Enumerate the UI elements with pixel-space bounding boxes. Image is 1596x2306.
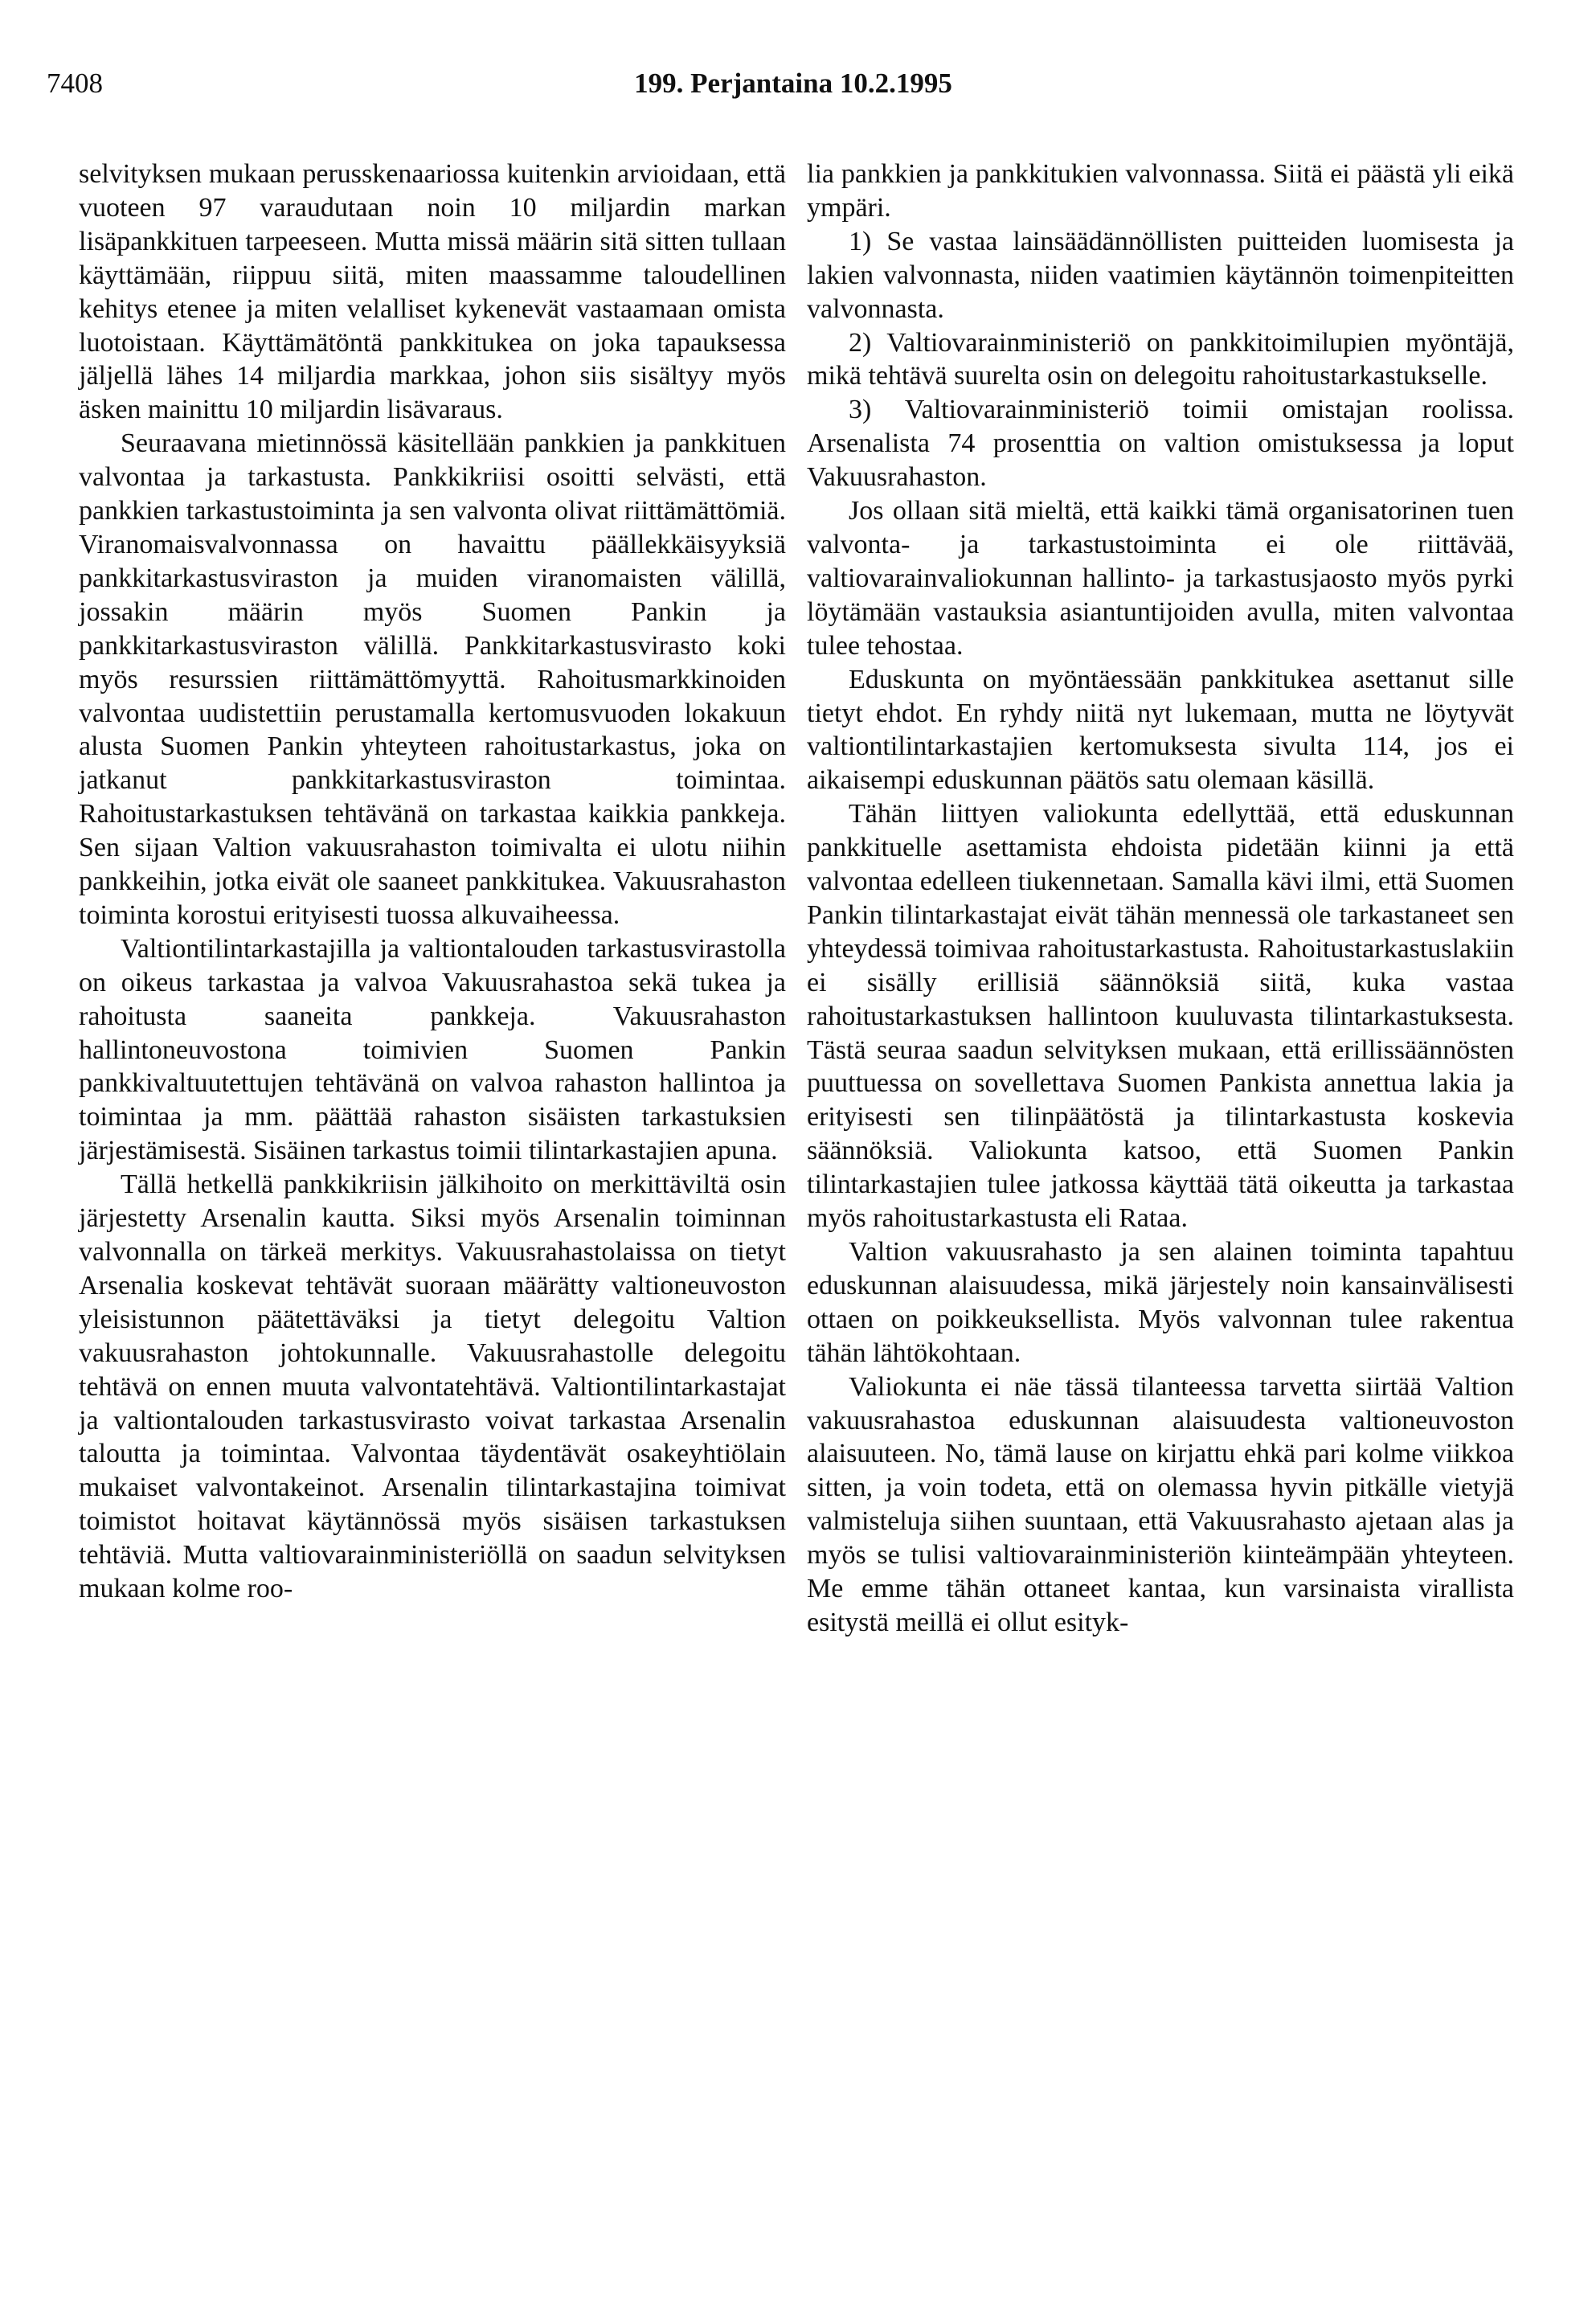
paragraph: Eduskunta on myöntäessään pankkitukea asettanut sille tietyt ehdot. En ryhdy niitä nyt lukemaan, mutta ne löytyvät valtiontilintarkastajien kertomuksesta sivulta 114, jos ei aikaisempi eduskunnan päätös satu olemaan käsillä. (807, 664, 1514, 796)
left-column (79, 158, 786, 1606)
list-item: 1) Se vastaa lainsäädännöllisten puitteiden luomisesta ja lakien valvonnasta, niiden vaatimien käytännön toimenpiteitten valvonnasta. (807, 226, 1514, 324)
paragraph: Seuraavana mietinnössä käsitellään pankkien ja pankkituen valvontaa ja tarkastusta. Pankkikriisi osoitti selvästi, että pankkien tarkastustoiminta ja sen valvonta olivat riittämättömiä. Viranomaisvalvonnassa on havaittu päällekkäisyyksiä pankkitarkastusviraston ja muiden viranomaisten välillä, jossakin määrin myös Suomen Pankin ja pankkitarkastusviraston välillä. Pankkitarkastusvirasto koki myös resurssien riittämättömyyttä. Rahoitusmarkkinoiden valvontaa uudistettiin perustamalla kertomusvuoden lokakuun alusta Suomen Pankin yhteyteen rahoitustarkastus, joka on jatkanut pankkitarkastusviraston toimintaa. Rahoitustarkastuksen tehtävänä on tarkastaa kaikkia pankkeja. Sen sijaan Valtion vakuusrahaston toimivalta ei ulotu niihin pankkeihin, jotka eivät ole saaneet pankkitukea. Vakuusrahaston toiminta korostui erityisesti tuossa alkuvaiheessa. (79, 428, 786, 930)
paragraph: selvityksen mukaan perusskenaariossa kuitenkin arvioidaan, että vuoteen 97 varaudutaan noin 10 miljardin markan lisäpankkituen tarpeeseen. Mutta missä määrin sitä sitten tullaan käyttämään, riippuu siitä, miten maassamme taloudellinen kehitys etenee ja miten velalliset kykenevät vastaamaan omista luotoistaan. Käyttämätöntä pankkitukea on joka tapauksessa jäljellä lähes 14 miljardia markkaa, johon siis sisältyy myös äsken mainittu 10 miljardin lisävaraus. (79, 159, 786, 425)
list-item: 2) Valtiovarainministeriö on pankkitoimilupien myöntäjä, mikä tehtävä suurelta osin on delegoitu rahoitustarkastukselle. (807, 327, 1514, 391)
list-item: 3) Valtiovarainministeriö toimii omistajan roolissa. Arsenalista 74 prosenttia on valtion omistuksessa ja loput Vakuusrahaston. (807, 395, 1514, 493)
paragraph: Jos ollaan sitä mieltä, että kaikki tämä organisatorinen tuen valvonta- ja tarkastustoiminta ei ole riittävää, valtiovarainvaliokunnan hallinto- ja tarkastusjaosto myös pyrki löytämään vastauksia asiantuntijoiden avulla, miten valvontaa tulee tehostaa. (807, 496, 1514, 661)
paragraph: Valtiontilintarkastajilla ja valtiontalouden tarkastusvirastolla on oikeus tarkastaa ja valvoa Vakuusrahastoa sekä tukea ja rahoitusta saaneita pankkeja. Vakuusrahaston hallintoneuvostona toimivien Suomen Pankin pankkivaltuutettujen tehtävänä on valvoa rahaston hallintoa ja toimintaa ja mm. päättää rahaston sisäisten tarkastuksien järjestämisestä. Sisäinen tarkastus toimii tilintarkastajien apuna. (79, 933, 786, 1166)
paragraph: Valtion vakuusrahasto ja sen alainen toiminta tapahtuu eduskunnan alaisuudessa, mikä järjestely noin kansainvälisesti ottaen on poikkeuksellista. Myös valvonnan tulee rakentua tähän lähtökohtaan. (807, 1237, 1514, 1368)
paragraph: Valiokunta ei näe tässä tilanteessa tarvetta siirtää Valtion vakuusrahastoa eduskunnan alaisuudesta valtioneuvoston alaisuuteen. No, tämä lause on kirjattu ehkä pari kolme viikkoa sitten, ja voin todeta, että on olemassa hyvin pitkälle vietyjä valmisteluja siihen suuntaan, että Vakuusrahasto ajetaan alas ja myös se tulisi valtiovarainministeriön kiinteämpään yhteyteen. Me emme tähän ottaneet kantaa, kun varsinaista virallista esitystä meillä ei ollut esityk- (807, 1371, 1514, 1637)
page-header (47, 68, 1540, 108)
page-number: 7408 (47, 68, 103, 99)
right-column (807, 158, 1514, 1640)
session-title: 199. Perjantaina 10.2.1995 (634, 68, 952, 99)
paragraph: lia pankkien ja pankkitukien valvonnassa. Siitä ei päästä yli eikä ympäri. (807, 159, 1514, 223)
paragraph: Tähän liittyen valiokunta edellyttää, että eduskunnan pankkituelle asettamista ehdoista pidetään kiinni ja että valvontaa edelleen tiukennetaan. Samalla kävi ilmi, että Suomen Pankin tilintarkastajat eivät tähän mennessä ole tarkastaneet sen yhteydessä toimivaa rahoitustarkastusta. Rahoitustarkastuslakiin ei sisälly erillisiä säännöksiä siitä, kuka vastaa rahoitustarkastuksen hallintoon kuuluvasta tilintarkastuksesta. Tästä seuraa saadun selvityksen mukaan, että erillissäännösten puuttuessa on sovellettava Suomen Pankista annettua lakia ja erityisesti sen tilinpäätöstä ja tilintarkastusta koskevia säännöksiä. Valiokunta katsoo, että Suomen Pankin tilintarkastajien tulee jatkossa käyttää tätä oikeutta ja tarkastaa myös rahoitustarkastusta eli Rataa. (807, 799, 1514, 1234)
paragraph: Tällä hetkellä pankkikriisin jälkihoito on merkittäviltä osin järjestetty Arsenalin kautta. Siksi myös Arsenalin toiminnan valvonnalla on tärkeä merkitys. Vakuusrahastolaissa on tietyt Arsenalia koskevat tehtävät suoraan määrätty valtioneuvoston yleisistunnon päätettäväksi ja tietyt delegoitu Valtion vakuusrahaston johtokunnalle. Vakuusrahastolle delegoitu tehtävä on ennen muuta valvontatehtävä. Valtiontilintarkastajat ja valtiontalouden tarkastusvirasto voivat tarkastaa Arsenalin taloutta ja toimintaa. Valvontaa täydentävät osakeyhtiölain mukaiset valvontakeinot. Arsenalin tilintarkastajina toimivat toimistot hoitavat käytännössä myös sisäisen tarkastuksen tehtäviä. Mutta valtiovarainministeriöllä on saadun selvityksen mukaan kolme roo- (79, 1169, 786, 1604)
